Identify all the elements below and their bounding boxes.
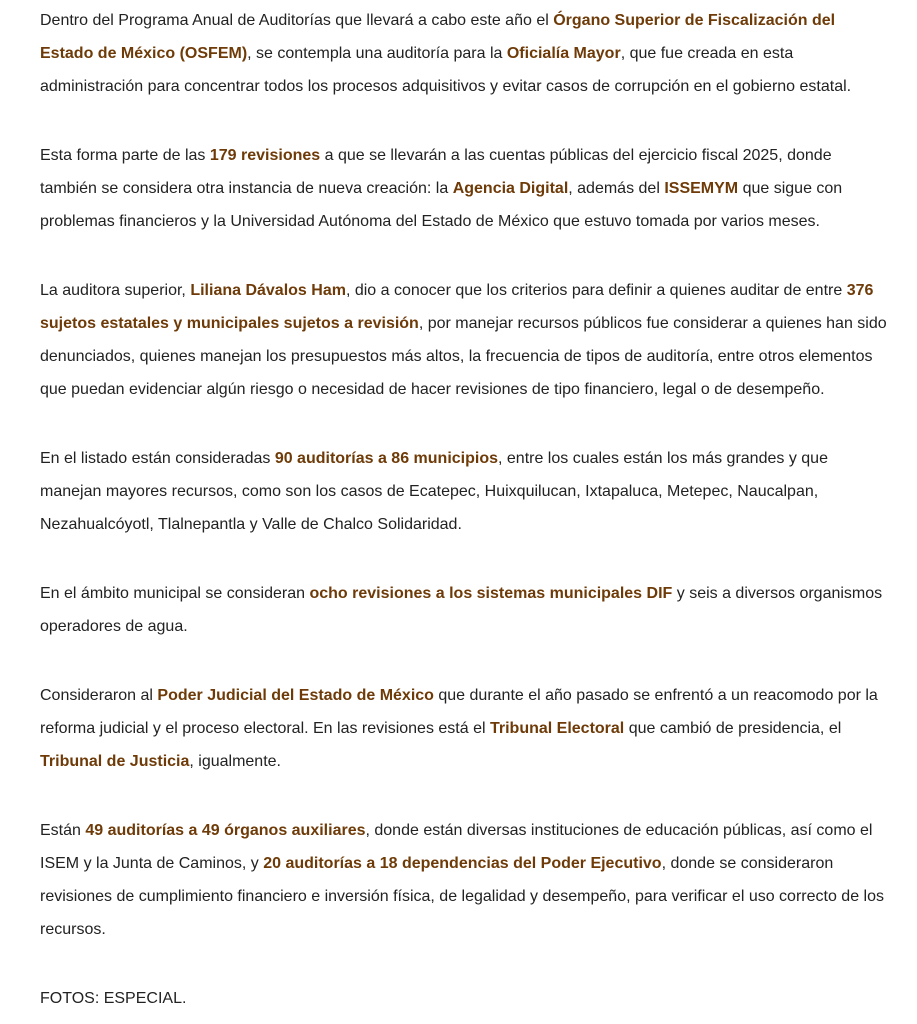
highlighted-text: ocho revisiones a los sistemas municipales DIF (309, 585, 673, 602)
article-paragraph (40, 814, 888, 946)
body-text: a que se llevarán a las cuentas públicas del ejercicio fiscal 2025, donde también se considera otra instancia de nueva creación: la (40, 147, 832, 197)
body-text: que durante el año pasado se enfrentó a un reacomodo por la reforma judicial y el proceso electoral. En las revisiones está el (40, 687, 878, 737)
article-paragraph (40, 442, 888, 541)
article-paragraph (40, 139, 888, 238)
highlighted-text: Tribunal de Justicia (40, 753, 190, 770)
article-paragraph (40, 4, 888, 103)
photo-credit (40, 982, 888, 1015)
article-paragraph (40, 679, 888, 778)
body-text: Consideraron al (40, 687, 158, 704)
highlighted-text: 376 sujetos estatales y municipales sujetos a revisión (40, 282, 874, 332)
body-text: , igualmente. (189, 753, 281, 770)
highlighted-text: Poder Judicial del Estado de México (157, 687, 434, 704)
article-paragraph (40, 274, 888, 406)
body-text: La auditora superior, (40, 282, 191, 299)
highlighted-text: 179 revisiones (209, 147, 321, 164)
highlighted-text: 49 auditorías a 49 órganos auxiliares (85, 822, 366, 839)
body-text: FOTOS: ESPECIAL. (40, 990, 187, 1007)
body-text: , dio a conocer que los criterios para definir a quienes auditar de entre (345, 282, 847, 299)
body-text: , donde están diversas instituciones de educación públicas, así como el ISEM y la Junta de Caminos, y (40, 822, 873, 872)
highlighted-text: ISSEMYM (664, 180, 739, 197)
highlighted-text: Oficialía Mayor (506, 45, 621, 62)
highlighted-text: 90 auditorías a 86 municipios (274, 450, 498, 467)
body-text: Dentro del Programa Anual de Auditorías que llevará a cabo este año el (40, 12, 554, 29)
highlighted-text: Liliana Dávalos Ham (190, 282, 346, 299)
body-text: En el listado están consideradas (40, 450, 275, 467)
body-text: , que fue creada en esta administración para concentrar todos los procesos adquisitivos y evitar casos de corrupción en el gobierno estatal. (40, 45, 852, 95)
body-text: y seis a diversos organismos operadores de agua. (40, 585, 883, 635)
body-text: , se contempla una auditoría para la (247, 45, 507, 62)
body-text: , además del (568, 180, 665, 197)
body-text: que sigue con problemas financieros y la Universidad Autónoma del Estado de México que estuvo tomada por varios meses. (40, 180, 843, 230)
highlighted-text: Tribunal Electoral (489, 720, 625, 737)
highlighted-text: 20 auditorías a 18 dependencias del Poder Ejecutivo (263, 855, 662, 872)
highlighted-text: Órgano Superior de Fiscalización del Estado de México (OSFEM) (40, 12, 836, 62)
body-text: En el ámbito municipal se consideran (40, 585, 310, 602)
body-text: , por manejar recursos públicos fue considerar a quienes han sido denunciados, quienes manejan los presupuestos más altos, la frecuencia de tipos de auditoría, entre otros elementos que puedan evidenciar algún riesgo o necesidad de hacer revisiones de tipo financiero, legal o de desempeño. (40, 315, 887, 398)
body-text: , donde se consideraron revisiones de cumplimiento financiero e inversión física, de legalidad y desempeño, para verificar el uso correcto de los recursos. (40, 855, 884, 938)
body-text: Esta forma parte de las (40, 147, 210, 164)
article-paragraph (40, 577, 888, 643)
body-text: Están (40, 822, 86, 839)
highlighted-text: Agencia Digital (452, 180, 569, 197)
body-text: , entre los cuales están los más grandes y que manejan mayores recursos, como son los casos de Ecatepec, Huixquilucan, Ixtapaluca, Metepec, Naucalpan, Nezahualcóyotl, Tlalnepantla y Valle de Chalco Solidaridad. (40, 450, 828, 533)
body-text: que cambió de presidencia, el (624, 720, 842, 737)
article-body (40, 4, 888, 1015)
